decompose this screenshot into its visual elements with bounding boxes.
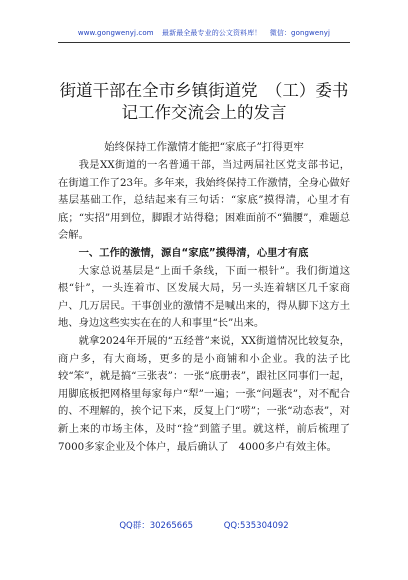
header-site-link[interactable]: www.gongwenyj.com <box>77 29 154 37</box>
header-tagline: 最新最全最专业的公文资料库！ <box>162 29 262 37</box>
page-footer <box>58 519 350 531</box>
header-divider <box>58 42 350 43</box>
section-heading: 一、工作的激情，源自“家底”摸得清，心里才有底 <box>78 246 309 259</box>
section-paragraph-1: 大家总说基层是“上面千条线，下面一根针”。我们街道这根“针”，一头连着市、区发展大局，另一头连着辖区几千家商户、几万居民。干事创业的激情不是喊出来的，得从脚下这方土地、身边这些实实在在的人和事里“长”出来。 <box>58 264 350 330</box>
document-body <box>58 157 361 456</box>
document-subtitle: 始终保持工作激情才能把“家底子”打得更牢 <box>104 141 304 153</box>
footer-qq: QQ:535304092 <box>223 521 289 531</box>
footer-qq-group: QQ群：30265665 <box>119 521 194 531</box>
page-header <box>58 28 350 38</box>
header-wechat: 微信：gongwenyj <box>269 29 331 37</box>
section-paragraph-2: 就拿2024年开展的“五经普”来说，XX街道情况比较复杂，商户多，有大商场，更多的是小商铺和小企业。我的法子比较“笨”，就是搞“三张表”：一张“底册表”，跟社区同事们一起，用脚底板把网格里每家每户“犁”一遍；一张“问题表”，对不配合的、不理解的，挨个记下来，反复上门“唠”；一张“动态表”，对新上来的市场主体，及时“捡”到篮子里。就这样，前后梳理了 7000多家企业及个体户，最后确认了 4000多户有效主体。 <box>58 334 361 453</box>
document-title: 街道干部在全市乡镇街道党 （工）委书记工作交流会上的发言 <box>59 81 349 122</box>
intro-paragraph: 我是XX街道的一名普通干部，当过两届社区党支部书记，在街道工作了23年。多年来，我始终保持工作激情，全身心做好基层基础工作，总结起来有三句话：“家底”摸得清，心里才有底；“实招”用到位，脚跟才站得稳；困难面前不“猫腰”，难题总会解。 <box>58 159 350 242</box>
